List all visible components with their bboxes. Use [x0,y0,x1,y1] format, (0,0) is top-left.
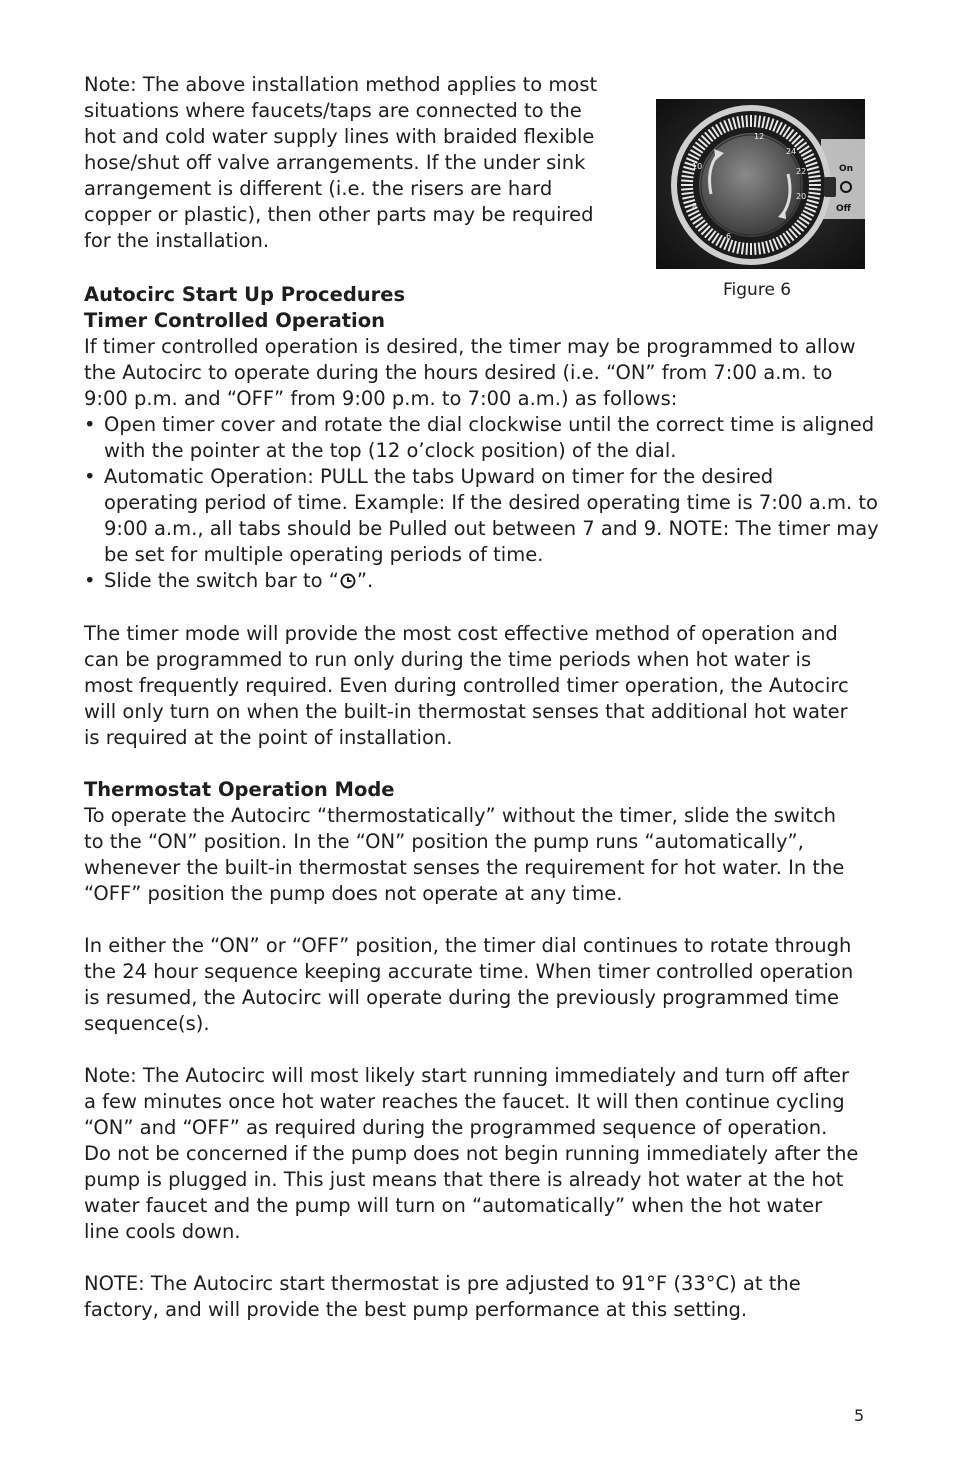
startup-steps [84,412,879,594]
startup-heading: Autocirc Start Up Procedures [84,283,406,306]
text-line: The timer mode will provide the most cost effective method of operation and [84,622,838,645]
timer-dial-photo [656,99,865,269]
text-line: will only turn on when the built-in thermostat senses that additional hot water [84,700,848,723]
list-item [84,568,879,594]
text-line: water faucet and the pump will turn on “automatically” when the hot water [84,1194,823,1217]
text-line: If timer controlled operation is desired, the timer may be programmed to allow [84,335,856,358]
timer-tab [746,243,747,255]
page-number: 5 [854,1406,865,1425]
timer-tab [809,189,821,190]
text-line: to the “ON” position. In the “ON” position the pump runs “automatically”, [84,830,804,853]
text-line: situations where faucets/taps are connected to the [84,99,582,122]
text-line: • Open timer cover and rotate the dial clockwise until the correct time is aligned [104,413,875,436]
timer-icon [339,572,357,590]
text-line: the Autocirc to operate during the hours desired (i.e. “ON” from 7:00 a.m. to [84,361,833,384]
timer-mode-paragraph [84,621,849,751]
list-item [84,412,879,464]
text-line: hot and cold water supply lines with braided flexible [84,125,595,148]
timer-tab [809,180,821,181]
switch-off-label: Off [836,204,851,214]
timer-tab [746,115,747,127]
text-line: In either the “ON” or “OFF” position, the timer dial continues to rotate through [84,934,852,957]
text-line: is required at the point of installation. [84,726,453,749]
text-line: whenever the built-in thermostat senses the requirement for hot water. In the [84,856,845,879]
dial-number: 20 [796,192,807,201]
text-line: hose/shut off valve arrangements. If the under sink [84,151,586,174]
text-line: • Automatic Operation: PULL the tabs Upward on timer for the desired [104,465,774,488]
text-line: Note: The above installation method applies to most [84,73,598,96]
text-line: can be programmed to run only during the time periods when hot water is [84,648,812,671]
text-line: line cools down. [84,1220,241,1243]
text-line: factory, and will provide the best pump performance at this setting. [84,1298,748,1321]
timer-tab [681,180,693,181]
switch-on-label: On [839,164,854,174]
text-line: for the installation. [84,229,270,252]
list-item [84,464,879,568]
text-line: Note: The Autocirc will most likely start running immediately and turn off after [84,1064,850,1087]
note-thermostat-paragraph [84,1271,801,1323]
text-line: a few minutes once hot water reaches the faucet. It will then continue cycling [84,1090,845,1113]
thermostat-heading: Thermostat Operation Mode [84,778,395,801]
text-line: pump is plugged in. This just means that there is already hot water at the hot [84,1168,844,1191]
dial-number: 12 [754,132,765,141]
timer-tab [755,243,756,255]
note-running-paragraph [84,1063,858,1245]
text-line: To operate the Autocirc “thermostatically” without the timer, slide the switch [84,804,837,827]
thermostat-paragraph [84,803,844,907]
text-line: 9:00 a.m., all tabs should be Pulled out between 7 and 9. NOTE: The timer may [104,517,879,540]
timer-tab [681,189,693,190]
figure-caption: Figure 6 [723,280,792,300]
text-line: operating period of time. Example: If the desired operating time is 7:00 a.m. to [104,491,878,514]
dial-number: 22 [796,167,807,176]
text-line: be set for multiple operating periods of time. [104,543,544,566]
text-line: “OFF” position the pump does not operate at any time. [84,882,623,905]
intro-note [84,72,597,254]
timer-subheading: Timer Controlled Operation [84,309,386,332]
startup-intro [84,334,856,412]
text-line: NOTE: The Autocirc start thermostat is pre adjusted to 91°F (33°C) at the [84,1272,801,1295]
slide-text: Slide the switch bar to “ [104,569,339,592]
dial-number: 24 [786,147,797,156]
either-position-paragraph [84,933,853,1037]
dial-number: 6 [726,232,732,241]
slide-text-end: ”. [356,569,374,592]
dial-number: 10 [692,162,703,171]
text-line: sequence(s). [84,1012,210,1035]
text-line: copper or plastic), then other parts may be required [84,203,594,226]
text-line: arrangement is different (i.e. the risers are hard [84,177,553,200]
timer-tab [755,115,756,127]
text-line: Do not be concerned if the pump does not begin running immediately after the [84,1142,859,1165]
text-line [104,568,879,594]
text-line: “ON” and “OFF” as required during the programmed sequence of operation. [84,1116,828,1139]
text-line: with the pointer at the top (12 o’clock position) of the dial. [104,439,677,462]
text-line: 9:00 p.m. and “OFF” from 9:00 p.m. to 7:00 a.m.) as follows: [84,387,678,410]
dial-number: 8 [692,202,698,211]
text-line: the 24 hour sequence keeping accurate time. When timer controlled operation [84,960,854,983]
text-line: most frequently required. Even during controlled timer operation, the Autocirc [84,674,849,697]
text-line: is resumed, the Autocirc will operate during the previously programmed time [84,986,839,1009]
timer-dial-illustration [656,99,865,269]
